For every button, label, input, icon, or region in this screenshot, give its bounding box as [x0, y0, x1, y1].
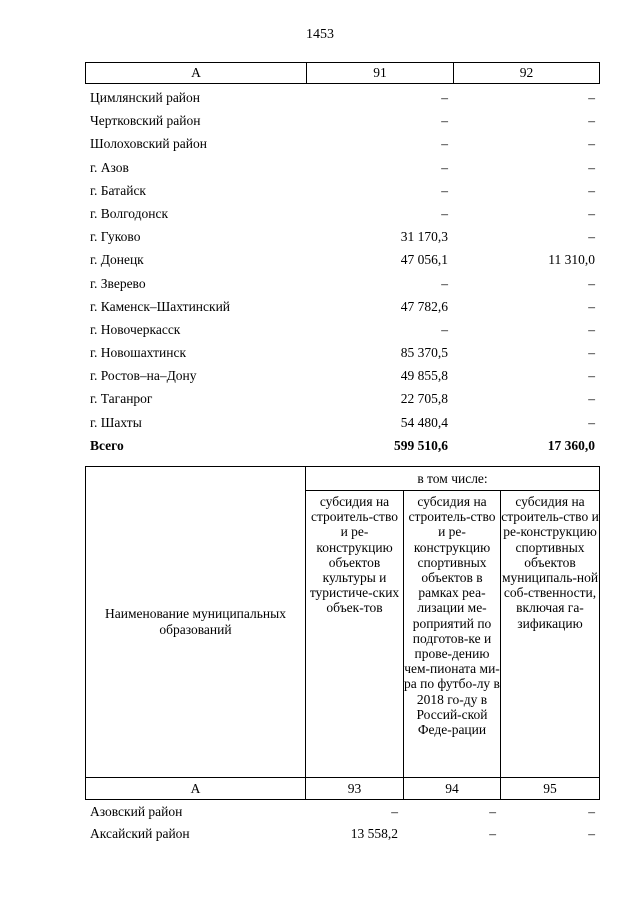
table1-header — [85, 62, 600, 84]
table-row — [90, 248, 600, 271]
row-value-92: – — [588, 205, 595, 221]
row-value-92: – — [588, 345, 595, 361]
row-value-92: – — [588, 229, 595, 245]
table2-body — [90, 801, 600, 845]
row-value-91: – — [441, 205, 448, 221]
row-name: г. Ростов–на–Дону — [90, 368, 197, 384]
column-header-95: субсидия на строитель-ство и ре-конструкцию спортивных объектов муниципаль-ной соб-ственности, включая га-зификацию — [501, 494, 599, 631]
row-value-92: – — [588, 321, 595, 337]
row-name: Азовский район — [90, 804, 183, 819]
row-name: Аксайский район — [90, 826, 190, 841]
row-value-92: – — [588, 414, 595, 430]
row-name: Чертковский район — [90, 113, 201, 129]
row-value-92: – — [588, 136, 595, 152]
row-value-91: 22 705,8 — [400, 391, 448, 407]
row-value-92: – — [588, 159, 595, 175]
row-name: г. Шахты — [90, 414, 142, 430]
row-value-91: 47 782,6 — [400, 298, 448, 314]
row-name: г. Азов — [90, 159, 129, 175]
municipality-column-header: Наименование муниципальных образований — [86, 467, 306, 777]
row-value-92: – — [588, 113, 595, 129]
column-header-91: 91 — [307, 63, 454, 83]
table-row — [90, 801, 600, 823]
total-row — [90, 434, 600, 457]
row-value-91: – — [441, 90, 448, 105]
row-value-92: – — [588, 368, 595, 384]
row-value-92: – — [588, 90, 595, 105]
table-row — [90, 341, 600, 364]
row-name: г. Таганрог — [90, 391, 153, 407]
table-row — [90, 156, 600, 179]
table-row — [90, 86, 600, 109]
column-number-a: А — [86, 778, 306, 799]
table-row — [90, 387, 600, 410]
row-name: Цимлянский район — [90, 90, 201, 105]
row-value-92: – — [588, 182, 595, 198]
row-value-91: 49 855,8 — [400, 368, 448, 384]
row-value-93: 13 558,2 — [350, 826, 398, 841]
row-value-91: – — [441, 136, 448, 152]
row-name: г. Зверево — [90, 275, 146, 291]
row-value-95: – — [588, 826, 595, 841]
page-number: 1453 — [306, 27, 334, 42]
table2-header — [85, 466, 600, 800]
table-row — [90, 272, 600, 295]
row-value-93: – — [391, 804, 398, 819]
row-value-92: – — [588, 275, 595, 291]
table-row — [90, 109, 600, 132]
row-name: г. Батайск — [90, 182, 146, 198]
row-name: г. Новочеркасск — [90, 321, 181, 337]
column-header-92: 92 — [519, 65, 534, 80]
row-name: г. Новошахтинск — [90, 345, 186, 361]
row-value-91: 31 170,3 — [400, 229, 448, 245]
column-number-93: 93 — [306, 778, 404, 799]
column-number-row — [86, 777, 599, 799]
row-value-92: 11 310,0 — [548, 252, 595, 268]
row-value-92: – — [588, 391, 595, 407]
row-name: г. Гуково — [90, 229, 141, 245]
row-name: г. Каменск–Шахтинский — [90, 298, 231, 314]
column-number-94: 94 — [404, 778, 501, 799]
row-name: г. Волгодонск — [90, 205, 169, 221]
column-header-94: субсидия на строитель-ство и ре-конструкцию спортивных объектов в рамках реа-лизации ме-роприятий по подготов-ке и прове-дению чем-пионата ми-ра по футбо-лу в 2018 го-ду в Россий-ской Феде-рации — [404, 491, 501, 777]
column-number-95: 95 — [543, 780, 557, 796]
table-row — [90, 202, 600, 225]
row-value-91: – — [441, 321, 448, 337]
row-value-91: 54 480,4 — [400, 414, 448, 430]
row-value-94: – — [489, 826, 496, 841]
table1-body — [90, 86, 600, 457]
total-label: Всего — [90, 437, 124, 453]
row-value-91: – — [441, 113, 448, 129]
row-value-91: 85 370,5 — [400, 345, 448, 361]
row-value-91: – — [441, 182, 448, 198]
row-value-91: 47 056,1 — [400, 252, 448, 268]
row-name: г. Донецк — [90, 252, 144, 268]
column-header-a: А — [86, 63, 307, 83]
column-header-93: субсидия на строитель-ство и ре-конструкцию объектов культуры и туристиче-ских объек-тов — [306, 491, 404, 777]
table-row — [90, 295, 600, 318]
table-row — [90, 411, 600, 434]
table-row — [90, 318, 600, 341]
row-value-92: – — [588, 298, 595, 314]
table-row — [90, 823, 600, 845]
row-value-95: – — [588, 804, 595, 819]
table-row — [90, 179, 600, 202]
row-name: Шолоховский район — [90, 136, 207, 152]
table-row — [90, 132, 600, 155]
total-value-92: 17 360,0 — [547, 437, 595, 453]
including-header: в том числе: — [306, 467, 599, 491]
table-row — [90, 225, 600, 248]
row-value-91: – — [441, 275, 448, 291]
total-value-91: 599 510,6 — [394, 437, 448, 453]
table-row — [90, 364, 600, 387]
row-value-94: – — [489, 804, 496, 819]
row-value-91: – — [441, 159, 448, 175]
